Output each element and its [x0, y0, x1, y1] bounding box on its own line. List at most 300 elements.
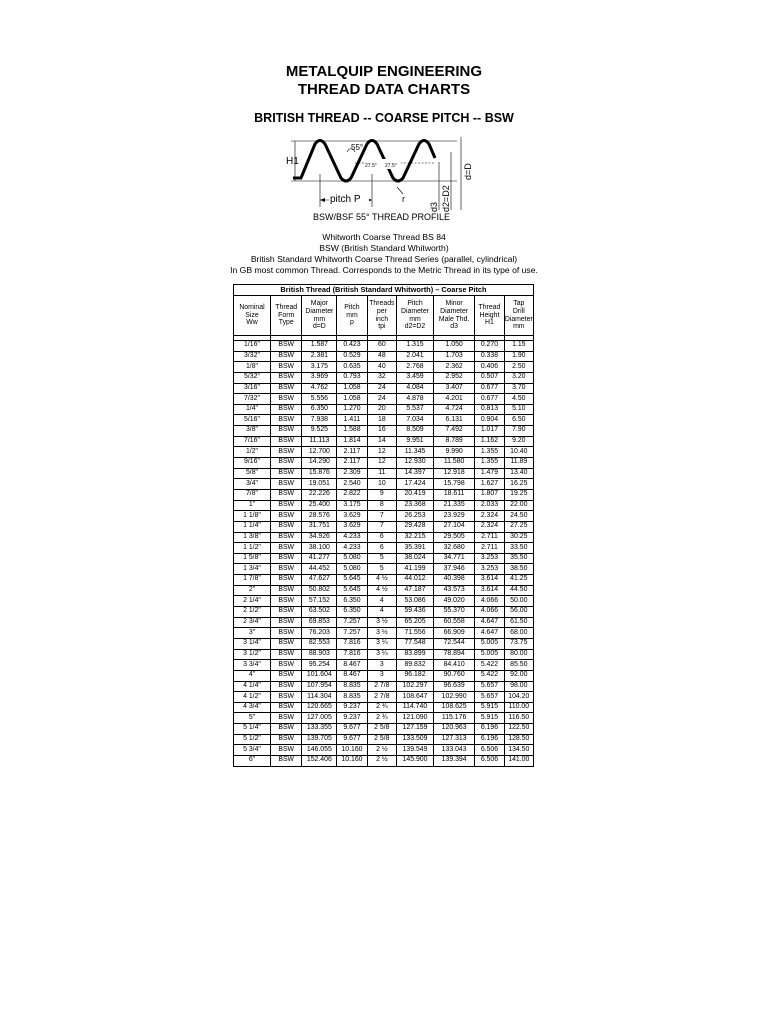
column-header: [270, 296, 302, 336]
table-cell: 139.549: [397, 745, 434, 756]
table-cell: 1.355: [475, 447, 504, 458]
table-cell: 2.117: [337, 447, 367, 458]
table-cell: 5.657: [475, 681, 504, 692]
table-cell: 11.345: [397, 447, 434, 458]
table-cell: BSW: [270, 511, 302, 522]
column-header-line: Pitch: [344, 304, 360, 312]
table-cell: 152.406: [302, 755, 337, 766]
table-cell: 66.909: [433, 628, 474, 639]
table-cell: 1.017: [475, 426, 504, 437]
table-cell: BSW: [270, 500, 302, 511]
description-line: BSW (British Standard Whitworth): [319, 243, 449, 253]
table-row: [234, 596, 534, 607]
table-cell: 1 7/8": [234, 575, 271, 586]
table-cell: BSW: [270, 649, 302, 660]
table-cell: 2.324: [475, 521, 504, 532]
table-cell: 116.50: [504, 713, 533, 724]
table-cell: 3.614: [475, 585, 504, 596]
table-cell: 3/8": [234, 426, 271, 437]
table-row: [234, 489, 534, 500]
table-cell: 24.50: [504, 511, 533, 522]
table-cell: 32: [367, 372, 396, 383]
thread-data-table: [233, 284, 534, 767]
column-header: [475, 296, 504, 336]
table-cell: 2.381: [302, 351, 337, 362]
table-cell: 108.625: [433, 702, 474, 713]
column-header-line: mm: [513, 323, 525, 331]
table-cell: 5.080: [337, 564, 367, 575]
table-row: [234, 628, 534, 639]
table-cell: 47.627: [302, 575, 337, 586]
table-cell: 5.080: [337, 553, 367, 564]
table-cell: 11: [367, 468, 396, 479]
company-title: METALQUIP ENGINEERING: [285, 63, 483, 80]
table-cell: 3/4": [234, 479, 271, 490]
table-row: [234, 553, 534, 564]
table-row: [234, 394, 534, 405]
table-cell: 7: [367, 511, 396, 522]
table-cell: 35.50: [504, 553, 533, 564]
table-cell: 1.162: [475, 436, 504, 447]
table-row: [234, 447, 534, 458]
table-cell: 6.350: [302, 404, 337, 415]
table-cell: BSW: [270, 681, 302, 692]
table-row: [234, 745, 534, 756]
table-cell: 4: [367, 596, 396, 607]
table-cell: 61.50: [504, 617, 533, 628]
table-cell: BSW: [270, 394, 302, 405]
table-cell: 50.00: [504, 596, 533, 607]
table-cell: 2.952: [433, 372, 474, 383]
table-cell: 3.175: [302, 362, 337, 373]
table-cell: 4.762: [302, 383, 337, 394]
table-cell: BSW: [270, 628, 302, 639]
table-cell: 24: [367, 383, 396, 394]
table-cell: 38.50: [504, 564, 533, 575]
table-cell: 16.25: [504, 479, 533, 490]
table-cell: 15.798: [433, 479, 474, 490]
column-header-line: Drill: [512, 307, 525, 315]
table-cell: 2 ½: [367, 745, 396, 756]
table-cell: 60: [367, 341, 396, 352]
table-cell: 0.635: [337, 362, 367, 373]
table-cell: 1.355: [475, 458, 504, 469]
table-cell: 4.201: [433, 394, 474, 405]
table-cell: 9.20: [504, 436, 533, 447]
table-cell: 1/8": [234, 362, 271, 373]
table-row: [234, 649, 534, 660]
table-cell: 115.176: [433, 713, 474, 724]
table-cell: BSW: [270, 660, 302, 671]
table-cell: 1.050: [433, 341, 474, 352]
table-cell: 38.024: [397, 553, 434, 564]
column-header-line: Ww: [246, 319, 258, 327]
table-cell: 5.422: [475, 670, 504, 681]
table-row: [234, 692, 534, 703]
table-cell: 7.257: [337, 628, 367, 639]
table-row: [234, 617, 534, 628]
column-header-line: Form: [278, 311, 295, 319]
table-cell: 29.428: [397, 521, 434, 532]
table-cell: 10: [367, 479, 396, 490]
table-cell: 4.233: [337, 532, 367, 543]
table-cell: 1 3/8": [234, 532, 271, 543]
table-cell: 4.233: [337, 543, 367, 554]
table-cell: 9.237: [337, 702, 367, 713]
table-cell: 114.740: [397, 702, 434, 713]
table-cell: 2 7/8: [367, 681, 396, 692]
table-cell: BSW: [270, 351, 302, 362]
table-cell: 2 ¾: [367, 713, 396, 724]
table-cell: 3.629: [337, 511, 367, 522]
document-subtitle: THREAD DATA CHARTS: [297, 81, 471, 98]
table-cell: 33.50: [504, 543, 533, 554]
table-cell: BSW: [270, 702, 302, 713]
column-header-line: Minor: [445, 300, 463, 308]
h1-label: H1: [286, 156, 299, 167]
table-cell: 121.090: [397, 713, 434, 724]
table-cell: 1": [234, 500, 271, 511]
column-header-line: Thread: [275, 304, 298, 312]
table-cell: 18.611: [433, 489, 474, 500]
column-header-line: H1: [485, 319, 494, 327]
table-cell: 3.407: [433, 383, 474, 394]
table-cell: 1.814: [337, 436, 367, 447]
table-row: [234, 341, 534, 352]
table-cell: 133.509: [397, 734, 434, 745]
table-cell: 3.70: [504, 383, 533, 394]
table-cell: 10.160: [337, 745, 367, 756]
table-cell: 3.253: [475, 553, 504, 564]
table-row: [234, 500, 534, 511]
table-cell: 25.400: [302, 500, 337, 511]
table-cell: BSW: [270, 670, 302, 681]
table-cell: 6: [367, 532, 396, 543]
table-cell: 101.604: [302, 670, 337, 681]
table-cell: 41.277: [302, 553, 337, 564]
table-cell: 8: [367, 500, 396, 511]
table-cell: 7.257: [337, 617, 367, 628]
table-cell: 5.915: [475, 702, 504, 713]
table-cell: BSW: [270, 638, 302, 649]
table-cell: 2.540: [337, 479, 367, 490]
table-cell: 4.066: [475, 607, 504, 618]
table-row: [234, 383, 534, 394]
table-cell: BSW: [270, 596, 302, 607]
table-cell: 76.203: [302, 628, 337, 639]
table-cell: 3": [234, 628, 271, 639]
table-cell: 4 ½: [367, 575, 396, 586]
column-header-line: Diameter: [401, 307, 429, 315]
table-cell: 3/32": [234, 351, 271, 362]
table-cell: 84.410: [433, 660, 474, 671]
table-cell: 11.113: [302, 436, 337, 447]
table-cell: 2 3/4": [234, 617, 271, 628]
table-cell: 7/16": [234, 436, 271, 447]
table-cell: 9.677: [337, 724, 367, 735]
table-cell: BSW: [270, 415, 302, 426]
table-cell: 50.802: [302, 585, 337, 596]
thread-data-table-container: [233, 284, 534, 767]
table-cell: BSW: [270, 692, 302, 703]
table-cell: 7.938: [302, 415, 337, 426]
table-cell: 3 3/4": [234, 660, 271, 671]
table-row: [234, 702, 534, 713]
table-cell: 4.724: [433, 404, 474, 415]
table-cell: 3.175: [337, 500, 367, 511]
table-cell: 96.182: [397, 670, 434, 681]
table-cell: 3.629: [337, 521, 367, 532]
table-cell: 3 ½: [367, 628, 396, 639]
column-header: [367, 296, 396, 336]
table-cell: 98.00: [504, 681, 533, 692]
table-cell: 5.10: [504, 404, 533, 415]
table-cell: 26.253: [397, 511, 434, 522]
table-cell: BSW: [270, 575, 302, 586]
table-cell: 11.580: [433, 458, 474, 469]
table-cell: BSW: [270, 585, 302, 596]
table-cell: 133.355: [302, 724, 337, 735]
table-cell: BSW: [270, 436, 302, 447]
table-cell: 30.25: [504, 532, 533, 543]
table-cell: 2.768: [397, 362, 434, 373]
table-row: [234, 351, 534, 362]
table-cell: 77.548: [397, 638, 434, 649]
table-cell: 41.25: [504, 575, 533, 586]
table-cell: 7.90: [504, 426, 533, 437]
table-row: [234, 638, 534, 649]
table-cell: 16: [367, 426, 396, 437]
table-cell: 1.15: [504, 341, 533, 352]
table-cell: 2.033: [475, 500, 504, 511]
table-cell: 20: [367, 404, 396, 415]
table-cell: 107.954: [302, 681, 337, 692]
table-cell: 83.899: [397, 649, 434, 660]
table-cell: 56.00: [504, 607, 533, 618]
table-cell: BSW: [270, 447, 302, 458]
table-cell: 23.929: [433, 511, 474, 522]
table-cell: 7: [367, 521, 396, 532]
table-cell: 12.918: [433, 468, 474, 479]
table-cell: BSW: [270, 607, 302, 618]
table-row: [234, 404, 534, 415]
table-cell: 1.807: [475, 489, 504, 500]
table-cell: 1.411: [337, 415, 367, 426]
column-header-line: mm: [346, 311, 358, 319]
table-cell: 5.005: [475, 638, 504, 649]
table-cell: 5.556: [302, 394, 337, 405]
table-cell: 38.100: [302, 543, 337, 554]
table-cell: 1.479: [475, 468, 504, 479]
table-cell: 0.793: [337, 372, 367, 383]
table-cell: 4: [367, 607, 396, 618]
table-row: [234, 713, 534, 724]
table-cell: 1.588: [337, 426, 367, 437]
table-cell: 9/16": [234, 458, 271, 469]
table-cell: 139.705: [302, 734, 337, 745]
half-angle-left: 27.5°: [365, 163, 377, 169]
table-cell: 18: [367, 415, 396, 426]
pitch-label: pitch P: [330, 194, 361, 205]
table-cell: 3.253: [475, 564, 504, 575]
table-cell: 2 5/8: [367, 734, 396, 745]
table-cell: 127.005: [302, 713, 337, 724]
table-cell: 102.990: [433, 692, 474, 703]
table-cell: 47.187: [397, 585, 434, 596]
table-cell: 127.313: [433, 734, 474, 745]
table-row: [234, 458, 534, 469]
table-cell: 2 1/4": [234, 596, 271, 607]
table-cell: 1.315: [397, 341, 434, 352]
table-cell: 5 1/4": [234, 724, 271, 735]
table-cell: 3.614: [475, 575, 504, 586]
table-cell: 17.424: [397, 479, 434, 490]
table-cell: 2 7/8: [367, 692, 396, 703]
table-cell: 8.467: [337, 670, 367, 681]
table-cell: 120.963: [433, 724, 474, 735]
table-cell: 29.505: [433, 532, 474, 543]
table-cell: 22.00: [504, 500, 533, 511]
table-row: [234, 681, 534, 692]
table-cell: 95.254: [302, 660, 337, 671]
column-header-line: d2=D2: [404, 323, 426, 331]
column-header-line: Diameter: [440, 307, 469, 315]
table-row: [234, 734, 534, 745]
table-cell: 27.104: [433, 521, 474, 532]
table-cell: 3 1/2": [234, 649, 271, 660]
table-cell: 9.951: [397, 436, 434, 447]
table-cell: 2.50: [504, 362, 533, 373]
table-cell: 102.297: [397, 681, 434, 692]
table-cell: 5.915: [475, 713, 504, 724]
table-row: [234, 511, 534, 522]
column-header-line: Major: [310, 300, 328, 308]
table-row: [234, 543, 534, 554]
table-cell: 78.894: [433, 649, 474, 660]
table-cell: 4.878: [397, 394, 434, 405]
table-cell: 0.423: [337, 341, 367, 352]
column-header: [234, 296, 271, 336]
table-cell: 1/16": [234, 341, 271, 352]
table-cell: 3 1/4": [234, 638, 271, 649]
table-cell: 1.90: [504, 351, 533, 362]
table-cell: 88.903: [302, 649, 337, 660]
table-cell: 85.50: [504, 660, 533, 671]
table-cell: 0.406: [475, 362, 504, 373]
table-row: [234, 479, 534, 490]
table-cell: 6.350: [337, 596, 367, 607]
section-title: BRITISH THREAD -- COARSE PITCH -- BSW: [254, 111, 514, 125]
table-cell: 2 5/8: [367, 724, 396, 735]
table-row: [234, 564, 534, 575]
table-cell: 5 1/2": [234, 734, 271, 745]
table-cell: 1 1/4": [234, 521, 271, 532]
table-cell: 3/16": [234, 383, 271, 394]
table-cell: 2.362: [433, 362, 474, 373]
table-cell: 120.665: [302, 702, 337, 713]
table-cell: 3: [367, 670, 396, 681]
table-cell: 0.338: [475, 351, 504, 362]
column-header-line: Type: [278, 319, 294, 327]
table-cell: 2.309: [337, 468, 367, 479]
table-cell: 53.086: [397, 596, 434, 607]
table-cell: 1.270: [337, 404, 367, 415]
column-header-line: mm: [409, 315, 421, 323]
table-cell: 6: [367, 543, 396, 554]
table-caption: British Thread (British Standard Whitworth) – Coarse Pitch: [234, 285, 534, 296]
table-cell: 4 3/4": [234, 702, 271, 713]
table-cell: 12: [367, 458, 396, 469]
column-header-line: Size: [245, 311, 259, 319]
table-cell: 5/32": [234, 372, 271, 383]
table-cell: 8.835: [337, 681, 367, 692]
table-cell: 0.529: [337, 351, 367, 362]
table-cell: 65.205: [397, 617, 434, 628]
table-cell: 2.711: [475, 543, 504, 554]
table-row: [234, 468, 534, 479]
table-cell: 10.160: [337, 755, 367, 766]
table-cell: BSW: [270, 564, 302, 575]
table-cell: BSW: [270, 372, 302, 383]
table-cell: 5": [234, 713, 271, 724]
table-cell: 1 5/8": [234, 553, 271, 564]
table-row: [234, 426, 534, 437]
table-cell: 12: [367, 447, 396, 458]
table-cell: 2": [234, 585, 271, 596]
column-header: [302, 296, 337, 336]
table-cell: 63.502: [302, 607, 337, 618]
table-cell: BSW: [270, 745, 302, 756]
table-row: [234, 521, 534, 532]
table-cell: 139.394: [433, 755, 474, 766]
table-cell: BSW: [270, 341, 302, 352]
table-row: [234, 532, 534, 543]
table-cell: 13.40: [504, 468, 533, 479]
table-cell: 48: [367, 351, 396, 362]
table-cell: 96.639: [433, 681, 474, 692]
table-cell: 4.647: [475, 628, 504, 639]
table-cell: 7.816: [337, 649, 367, 660]
table-row: [234, 660, 534, 671]
column-header-line: p: [350, 319, 354, 327]
table-cell: 0.677: [475, 394, 504, 405]
table-cell: 6.131: [433, 415, 474, 426]
table-cell: 3 ½: [367, 617, 396, 628]
table-cell: 14.290: [302, 458, 337, 469]
table-cell: 24: [367, 394, 396, 405]
table-cell: 7.492: [433, 426, 474, 437]
column-header-line: d=D: [312, 323, 326, 331]
table-cell: 19.051: [302, 479, 337, 490]
table-cell: 57.152: [302, 596, 337, 607]
table-cell: 80.00: [504, 649, 533, 660]
table-cell: 72.544: [433, 638, 474, 649]
column-header-line: Height: [479, 311, 500, 319]
table-cell: 1/4": [234, 404, 271, 415]
table-cell: BSW: [270, 617, 302, 628]
table-cell: 1 1/8": [234, 511, 271, 522]
table-cell: 89.832: [397, 660, 434, 671]
radius-label: r: [402, 194, 405, 204]
table-cell: 9.990: [433, 447, 474, 458]
table-cell: BSW: [270, 468, 302, 479]
table-cell: 5.645: [337, 575, 367, 586]
table-row: [234, 755, 534, 766]
table-cell: 40: [367, 362, 396, 373]
table-cell: 114.304: [302, 692, 337, 703]
table-cell: 1.058: [337, 383, 367, 394]
table-cell: 22.226: [302, 489, 337, 500]
